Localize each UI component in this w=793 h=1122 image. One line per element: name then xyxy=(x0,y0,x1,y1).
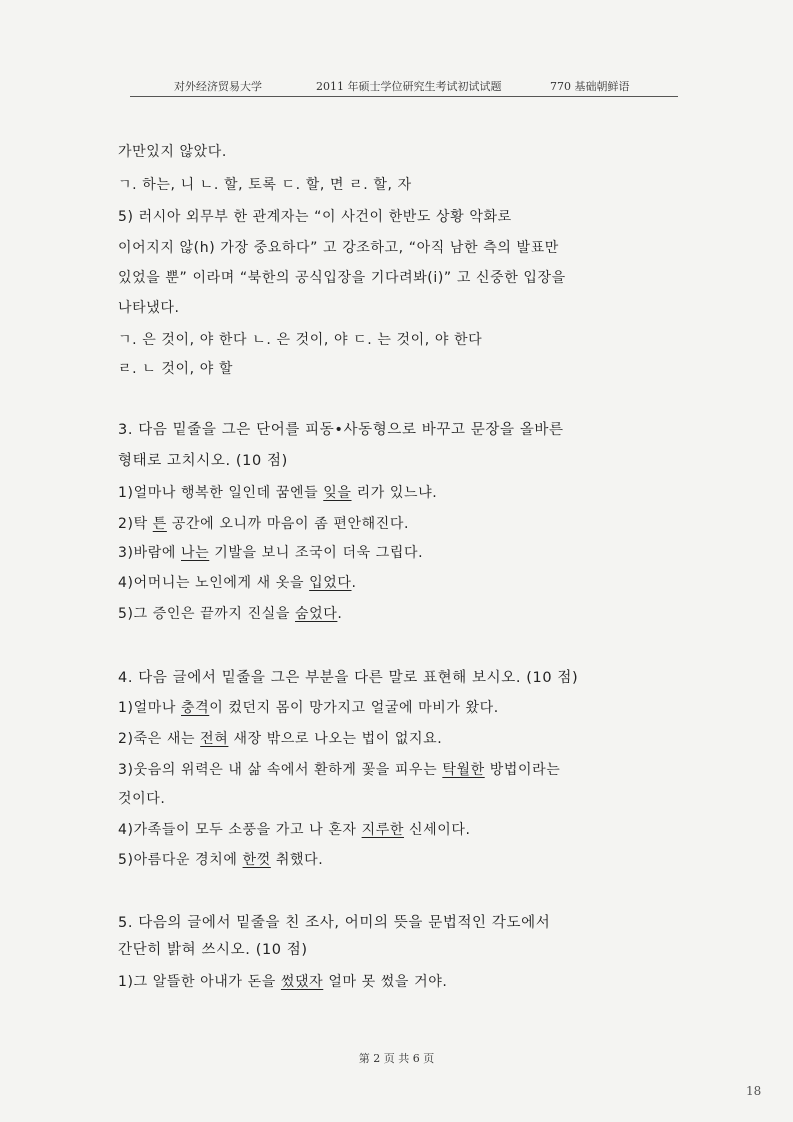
underlined-word: 썼댔자 xyxy=(280,974,324,990)
underlined-word: 전혀 xyxy=(200,731,229,747)
question-4-title: 4. 다음 글에서 밑줄을 그은 부분을 다른 말로 표현해 보시오. (10 점) xyxy=(118,670,579,686)
question-item xyxy=(118,483,437,503)
text-line: 있었을 뿐” 이라며 “북한의 공식입장을 기다려봐(i)” 고 신중한 입장을 xyxy=(118,270,566,286)
text-line: 나타냈다. xyxy=(118,300,180,316)
item-text: 1)얼마나 행복한 일인데 꿈엔들 xyxy=(118,485,324,501)
underlined-word: 나는 xyxy=(181,545,210,561)
question-item xyxy=(118,972,447,992)
answer-options: ㄹ. ㄴ 것이, 야 할 xyxy=(118,361,234,377)
question-5-title: 간단히 밝혀 쓰시오. (10 점) xyxy=(118,942,308,958)
question-item xyxy=(118,573,357,593)
header-exam-title: 2011 年硕士学位研究生考试初试试题 xyxy=(316,80,502,93)
underlined-word: 튼 xyxy=(152,516,167,532)
item-text: 이 컸던지 몸이 망가지고 얼굴에 마비가 왔다. xyxy=(209,700,499,716)
question-item xyxy=(118,760,560,780)
item-text: 4)가족들이 모두 소풍을 가고 나 혼자 xyxy=(118,822,362,838)
page-header xyxy=(130,76,678,98)
question-item xyxy=(118,789,165,809)
item-text: 3)웃음의 위력은 내 삶 속에서 환하게 꽃을 피우는 xyxy=(118,762,443,778)
text-line: 가만있지 않았다. xyxy=(118,144,227,160)
question-item xyxy=(118,604,342,624)
item-text: 신세이다. xyxy=(403,822,471,838)
item-text: 3)바람에 xyxy=(118,545,181,561)
answer-options: ㄱ. 은 것이, 야 한다 ㄴ. 은 것이, 야 ㄷ. 는 것이, 야 한다 xyxy=(118,332,483,348)
item-text: 리가 있느냐. xyxy=(351,485,438,501)
underlined-word: 숨었다 xyxy=(295,606,338,622)
item-text: 1)얼마나 xyxy=(118,700,181,716)
header-divider xyxy=(130,96,678,97)
header-school: 对外经济贸易大学 xyxy=(174,80,262,93)
text-line: 이어지지 않(h) 가장 중요하다” 고 강조하고, “아직 남한 측의 발표만 xyxy=(118,240,559,256)
item-text: 방법이라는 xyxy=(484,762,561,778)
item-text: 1)그 알뜰한 아내가 돈을 xyxy=(118,974,281,990)
header-subject: 770 基础朝鲜语 xyxy=(550,80,630,93)
item-text: . xyxy=(351,575,357,591)
item-text: 5)그 증인은 끝까지 진실을 xyxy=(118,606,296,622)
item-text: 2)죽은 새는 xyxy=(118,731,201,747)
item-text: 것이다. xyxy=(118,791,166,807)
text-line: 5) 러시아 외무부 한 관계자는 “이 사건이 한반도 상황 악화로 xyxy=(118,209,512,225)
item-text: 기발을 보니 조국이 더욱 그립다. xyxy=(209,545,424,561)
question-3-title: 3. 다음 밑줄을 그은 단어를 피동•사동형으로 바꾸고 문장을 올바른 xyxy=(118,422,564,438)
page-number: 18 xyxy=(746,1084,762,1098)
question-item xyxy=(118,543,423,563)
underlined-word: 입었다 xyxy=(309,575,352,591)
question-3-title: 형태로 고치시오. (10 점) xyxy=(118,453,288,469)
underlined-word: 한껏 xyxy=(242,852,271,868)
item-text: 얼마 못 썼을 거야. xyxy=(323,974,448,990)
question-item xyxy=(118,729,442,749)
question-item xyxy=(118,698,499,718)
item-text: 취했다. xyxy=(270,852,324,868)
item-text: 5)아름다운 경치에 xyxy=(118,852,243,868)
item-text: 4)어머니는 노인에게 새 옷을 xyxy=(118,575,310,591)
question-5-title: 5. 다음의 글에서 밑줄을 친 조사, 어미의 뜻을 문법적인 각도에서 xyxy=(118,915,551,931)
item-text: 공간에 오니까 마음이 좀 편안해진다. xyxy=(166,516,410,532)
answer-options: ㄱ. 하는, 니 ㄴ. 할, 토록 ㄷ. 할, 면 ㄹ. 할, 자 xyxy=(118,177,412,193)
underlined-word: 잊을 xyxy=(323,485,352,501)
page-footer: 第 2 页 共 6 页 xyxy=(358,1052,435,1065)
underlined-word: 탁월한 xyxy=(442,762,485,778)
question-item xyxy=(118,820,471,840)
question-item xyxy=(118,850,323,870)
question-item xyxy=(118,514,409,534)
item-text: 새장 밖으로 나오는 법이 없지요. xyxy=(228,731,443,747)
underlined-word: 지루한 xyxy=(361,822,404,838)
item-text: . xyxy=(337,606,343,622)
item-text: 2)탁 xyxy=(118,516,153,532)
underlined-word: 충격 xyxy=(181,700,210,716)
